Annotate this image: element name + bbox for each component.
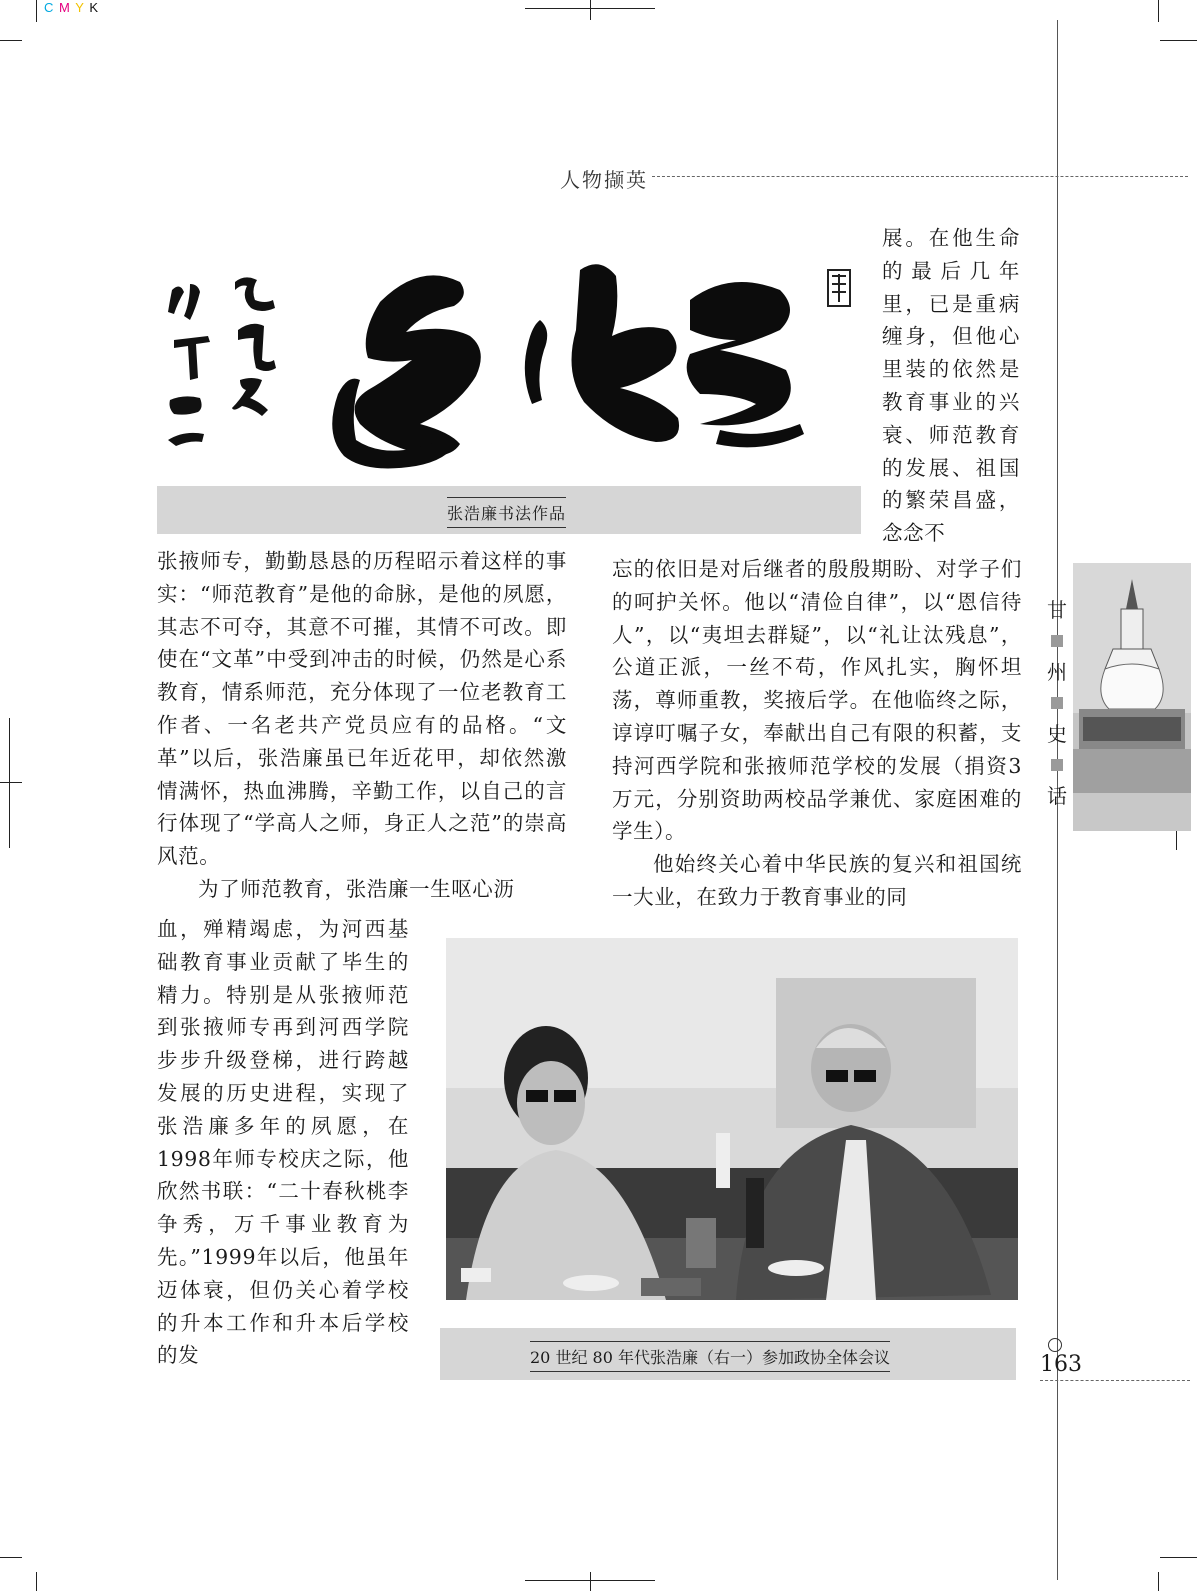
side-char-4: 话 — [1047, 784, 1067, 808]
calligraphy-artwork — [160, 230, 860, 480]
side-tab-title — [1046, 595, 1068, 811]
photo-caption: 20 世纪 80 年代张浩廉（右一）参加政协全体会议 — [530, 1341, 890, 1372]
section-rule — [652, 176, 1188, 177]
right-top-paragraph: 展。在他生命的最后几年里，已是重病缠身，但他心里装的依然是教育事业的兴衰、师范教育的发展、祖国的繁荣昌盛，念念不 — [882, 226, 1020, 546]
left-paragraph-1: 张掖师专，勤勤恳恳的历程昭示着这样的事实：“师范教育”是他的命脉，是他的夙愿，其志不可夺，其意不可摧，其情不可改。即使在“文革”中受到冲击的时候，仍然是心系教育，情系师范，充分体现了一位老教育工作者、一名老共产党员应有的品格。“文革”以后，张浩廉虽已年近花甲，却依然激情满怀，热血沸腾，辛勤工作，以自己的言行体现了“学高人之师，身正人之范”的崇高风范。 — [157, 549, 567, 869]
side-tab-pagoda-image — [1073, 563, 1191, 831]
cmyk-k: K — [89, 0, 99, 15]
side-char-1: 甘 — [1047, 598, 1067, 622]
right-paragraph-2: 他始终关心着中华民族的复兴和祖国统一大业，在致力于教育事业的同 — [612, 852, 1022, 909]
crop-mark — [0, 1557, 22, 1558]
pagoda-image — [1073, 563, 1191, 831]
crop-mark — [1160, 1557, 1197, 1558]
side-square-icon — [1051, 697, 1063, 709]
meeting-photo — [446, 938, 1018, 1300]
crop-mark — [36, 1572, 37, 1591]
cmyk-m: M — [59, 0, 71, 15]
side-square-icon — [1051, 635, 1063, 647]
side-square-icon — [1051, 759, 1063, 771]
left-column-lower: 血，殚精竭虑，为河西基础教育事业贡献了毕生的精力。特别是从张掖师范到张掖师专再到河西学院步步升级登梯，进行跨越发展的历史进程，实现了张浩廉多年的夙愿，在1998年师专校庆之际，他欣然书联：“二十春秋桃李争秀，万千事业教育为先。”1999年以后，他虽年迈体衰，但仍关心着学校的升本工作和升本后学校的发 — [157, 917, 409, 1368]
meeting-photo-image — [446, 938, 1018, 1300]
crop-mark — [36, 0, 37, 22]
crop-mark — [590, 0, 591, 20]
crop-mark — [1158, 0, 1159, 22]
calligraphy-image — [160, 230, 860, 480]
calligraphy-caption: 张浩廉书法作品 — [447, 497, 566, 528]
cmyk-registration — [44, 0, 99, 15]
crop-mark — [590, 1572, 591, 1591]
left-paragraph-2: 为了师范教育，张浩廉一生呕心沥 — [198, 876, 515, 901]
crop-mark — [9, 718, 10, 848]
cmyk-c: C — [44, 0, 55, 15]
page-rule — [1040, 1380, 1190, 1381]
right-column — [612, 553, 1022, 914]
page-number: 163 — [1040, 1352, 1082, 1377]
side-char-3: 史 — [1047, 722, 1067, 746]
crop-mark — [1158, 1572, 1159, 1591]
crop-mark — [1160, 40, 1197, 41]
crop-mark — [0, 782, 22, 783]
cmyk-y: Y — [75, 0, 85, 15]
page-circle-icon — [1048, 1338, 1062, 1352]
crop-mark — [0, 40, 22, 41]
right-paragraph-1: 忘的依旧是对后继者的殷殷期盼、对学子们的呵护关怀。他以“清俭自律”，以“恩信待人”，以“夷坦去群疑”，以“礼让汰残息”，公道正派，一丝不苟，作风扎实，胸怀坦荡，尊师重教，奖掖后学。在他临终之际，谆谆叮嘱子女，奉献出自己有限的积蓄，支持河西学院和张掖师范学校的发展（捐资3万元，分别资助两校品学兼优、家庭困难的学生）。 — [612, 557, 1022, 844]
section-label: 人物撷英 — [560, 168, 648, 192]
side-char-2: 州 — [1047, 660, 1067, 684]
left-column — [157, 545, 567, 906]
